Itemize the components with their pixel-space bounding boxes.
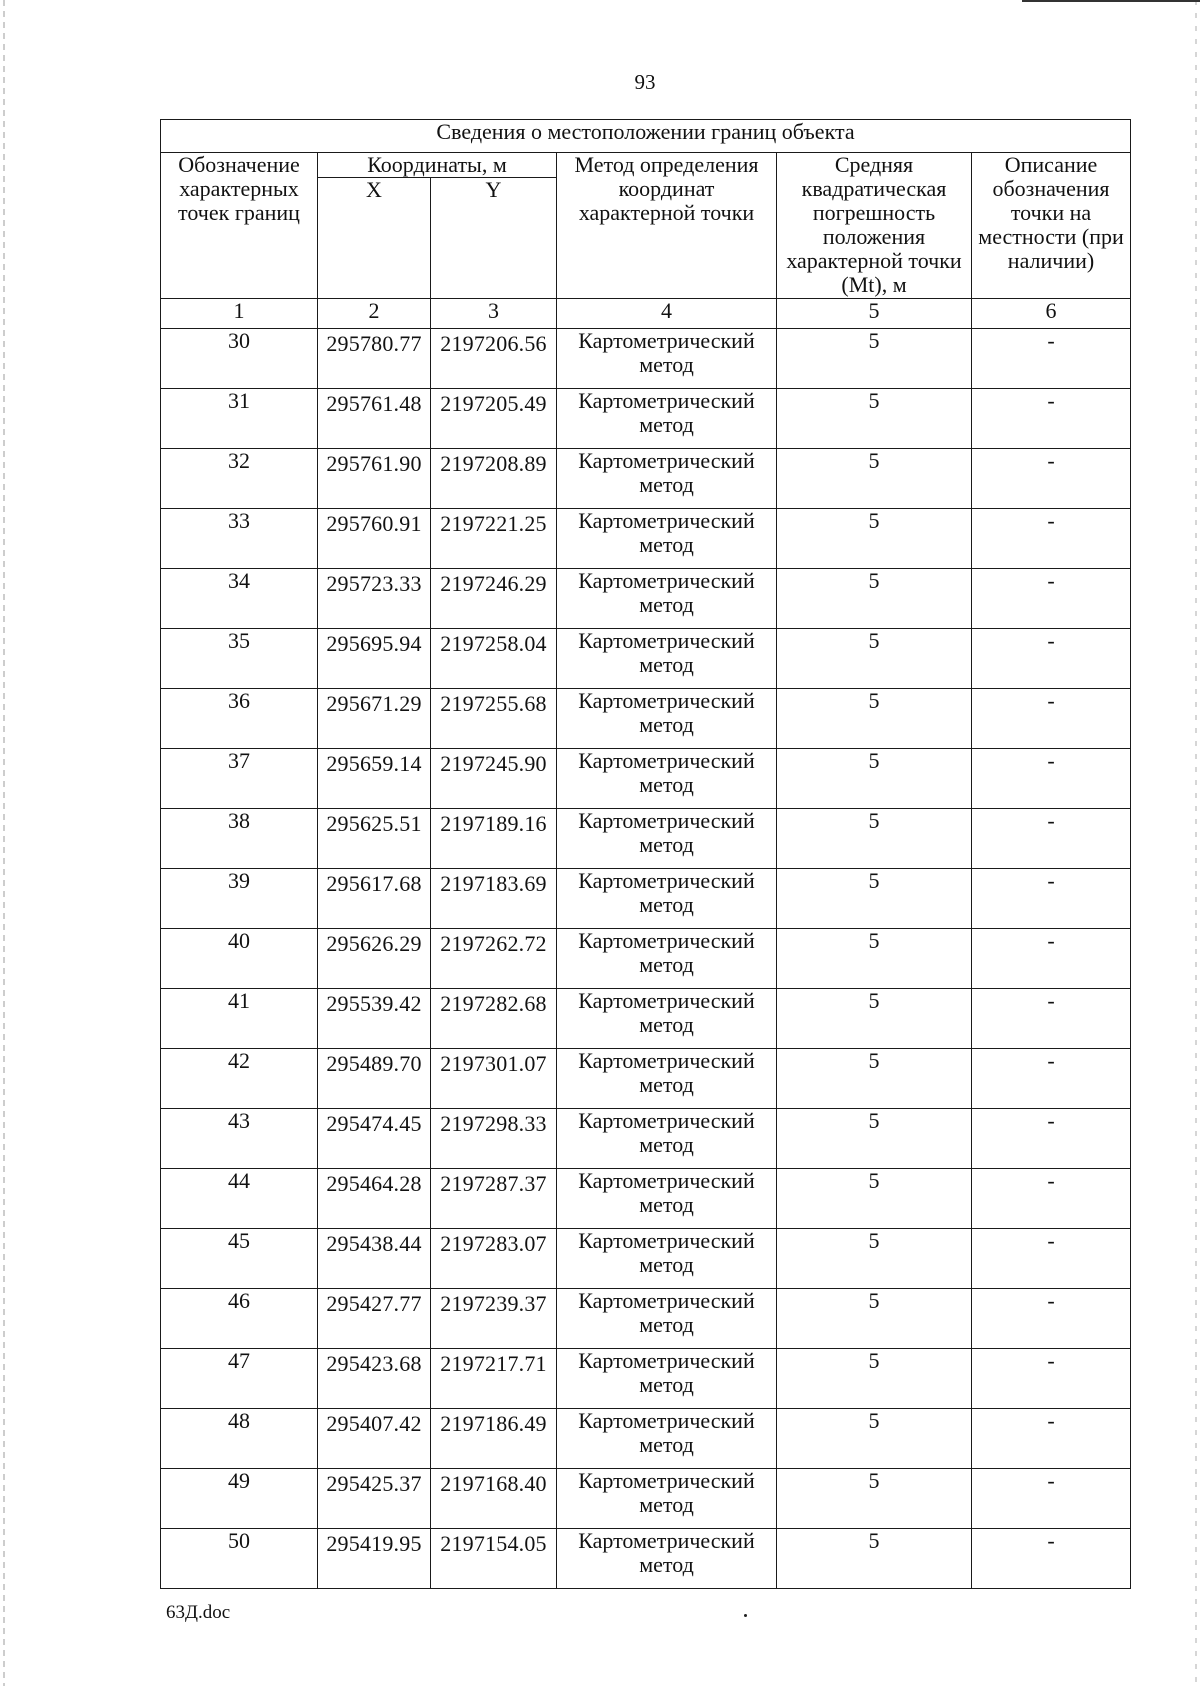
point-cell: 48 — [161, 1409, 318, 1469]
description-cell: - — [972, 1529, 1131, 1589]
method-cell: Картометрический метод — [557, 1289, 777, 1349]
error-cell: 5 — [777, 1229, 972, 1289]
error-cell: 5 — [777, 1529, 972, 1589]
header-row-1 — [161, 153, 1131, 178]
method-cell: Картометрический метод — [557, 449, 777, 509]
x-coordinate-cell: 295407.42 — [318, 1409, 431, 1469]
header-coordinates: Координаты, м — [318, 153, 557, 178]
point-cell: 42 — [161, 1049, 318, 1109]
error-cell: 5 — [777, 509, 972, 569]
point-cell: 46 — [161, 1289, 318, 1349]
y-coordinate-cell: 2197206.56 — [431, 329, 557, 389]
y-coordinate-cell: 2197208.89 — [431, 449, 557, 509]
table-row — [161, 1109, 1131, 1169]
error-cell: 5 — [777, 1349, 972, 1409]
header-method: Метод определения координат характерной точки — [557, 153, 777, 299]
column-number: 3 — [431, 299, 557, 329]
error-cell: 5 — [777, 809, 972, 869]
description-cell: - — [972, 1109, 1131, 1169]
method-cell: Картометрический метод — [557, 1169, 777, 1229]
header-x: X — [318, 178, 431, 299]
method-cell: Картометрический метод — [557, 1049, 777, 1109]
column-number: 4 — [557, 299, 777, 329]
x-coordinate-cell: 295780.77 — [318, 329, 431, 389]
description-cell: - — [972, 809, 1131, 869]
table-row — [161, 1529, 1131, 1589]
method-cell: Картометрический метод — [557, 569, 777, 629]
y-coordinate-cell: 2197246.29 — [431, 569, 557, 629]
method-cell: Картометрический метод — [557, 1469, 777, 1529]
error-cell: 5 — [777, 929, 972, 989]
method-cell: Картометрический метод — [557, 1109, 777, 1169]
table-row — [161, 509, 1131, 569]
method-cell: Картометрический метод — [557, 929, 777, 989]
point-cell: 37 — [161, 749, 318, 809]
description-cell: - — [972, 749, 1131, 809]
point-cell: 44 — [161, 1169, 318, 1229]
error-cell: 5 — [777, 1169, 972, 1229]
error-cell: 5 — [777, 989, 972, 1049]
error-cell: 5 — [777, 389, 972, 449]
description-cell: - — [972, 569, 1131, 629]
table-row — [161, 689, 1131, 749]
table-row — [161, 629, 1131, 689]
x-coordinate-cell: 295474.45 — [318, 1109, 431, 1169]
table-row — [161, 1409, 1131, 1469]
description-cell: - — [972, 1349, 1131, 1409]
column-number: 1 — [161, 299, 318, 329]
table-row — [161, 869, 1131, 929]
boundary-coordinates-table — [160, 119, 1131, 1589]
column-number: 5 — [777, 299, 972, 329]
x-coordinate-cell: 295760.91 — [318, 509, 431, 569]
error-cell: 5 — [777, 689, 972, 749]
column-number: 6 — [972, 299, 1131, 329]
description-cell: - — [972, 929, 1131, 989]
method-cell: Картометрический метод — [557, 989, 777, 1049]
method-cell: Картометрический метод — [557, 1349, 777, 1409]
table-row — [161, 1289, 1131, 1349]
table-row — [161, 329, 1131, 389]
point-cell: 32 — [161, 449, 318, 509]
x-coordinate-cell: 295723.33 — [318, 569, 431, 629]
table-row — [161, 929, 1131, 989]
point-cell: 47 — [161, 1349, 318, 1409]
method-cell: Картометрический метод — [557, 389, 777, 449]
point-cell: 33 — [161, 509, 318, 569]
table-row — [161, 449, 1131, 509]
description-cell: - — [972, 1049, 1131, 1109]
method-cell: Картометрический метод — [557, 869, 777, 929]
table-caption: Сведения о местоположении границ объекта — [161, 120, 1131, 153]
method-cell: Картометрический метод — [557, 1409, 777, 1469]
description-cell: - — [972, 1229, 1131, 1289]
description-cell: - — [972, 1469, 1131, 1529]
page-number: 93 — [634, 70, 656, 94]
scan-left-edge — [3, 0, 5, 1686]
method-cell: Картометрический метод — [557, 509, 777, 569]
table-row — [161, 569, 1131, 629]
table-row — [161, 1049, 1131, 1109]
table-caption-row — [161, 120, 1131, 153]
x-coordinate-cell: 295626.29 — [318, 929, 431, 989]
x-coordinate-cell: 295438.44 — [318, 1229, 431, 1289]
error-cell: 5 — [777, 329, 972, 389]
point-cell: 30 — [161, 329, 318, 389]
table-row — [161, 749, 1131, 809]
x-coordinate-cell: 295761.48 — [318, 389, 431, 449]
x-coordinate-cell: 295671.29 — [318, 689, 431, 749]
x-coordinate-cell: 295464.28 — [318, 1169, 431, 1229]
y-coordinate-cell: 2197255.68 — [431, 689, 557, 749]
table-row — [161, 809, 1131, 869]
header-y: Y — [431, 178, 557, 299]
table-row — [161, 1469, 1131, 1529]
error-cell: 5 — [777, 569, 972, 629]
x-coordinate-cell: 295617.68 — [318, 869, 431, 929]
point-cell: 43 — [161, 1109, 318, 1169]
x-coordinate-cell: 295489.70 — [318, 1049, 431, 1109]
method-cell: Картометрический метод — [557, 689, 777, 749]
x-coordinate-cell: 295419.95 — [318, 1529, 431, 1589]
error-cell: 5 — [777, 629, 972, 689]
error-cell: 5 — [777, 449, 972, 509]
description-cell: - — [972, 509, 1131, 569]
description-cell: - — [972, 1409, 1131, 1469]
error-cell: 5 — [777, 1469, 972, 1529]
x-coordinate-cell: 295539.42 — [318, 989, 431, 1049]
method-cell: Картометрический метод — [557, 629, 777, 689]
description-cell: - — [972, 1169, 1131, 1229]
y-coordinate-cell: 2197283.07 — [431, 1229, 557, 1289]
point-cell: 39 — [161, 869, 318, 929]
point-cell: 36 — [161, 689, 318, 749]
point-cell: 31 — [161, 389, 318, 449]
error-cell: 5 — [777, 869, 972, 929]
y-coordinate-cell: 2197186.49 — [431, 1409, 557, 1469]
error-cell: 5 — [777, 1109, 972, 1169]
scan-right-edge — [1195, 0, 1197, 1686]
table-row — [161, 1169, 1131, 1229]
column-number-row — [161, 299, 1131, 329]
point-cell: 41 — [161, 989, 318, 1049]
point-cell: 38 — [161, 809, 318, 869]
table-row — [161, 1229, 1131, 1289]
point-cell: 49 — [161, 1469, 318, 1529]
method-cell: Картометрический метод — [557, 1529, 777, 1589]
y-coordinate-cell: 2197239.37 — [431, 1289, 557, 1349]
x-coordinate-cell: 295695.94 — [318, 629, 431, 689]
x-coordinate-cell: 295423.68 — [318, 1349, 431, 1409]
description-cell: - — [972, 629, 1131, 689]
header-designation: Обозначение характерных точек границ — [161, 153, 318, 299]
y-coordinate-cell: 2197282.68 — [431, 989, 557, 1049]
y-coordinate-cell: 2197183.69 — [431, 869, 557, 929]
column-number: 2 — [318, 299, 431, 329]
error-cell: 5 — [777, 1409, 972, 1469]
error-cell: 5 — [777, 1289, 972, 1349]
y-coordinate-cell: 2197258.04 — [431, 629, 557, 689]
method-cell: Картометрический метод — [557, 749, 777, 809]
footer-doc-name: 63Д.doc — [166, 1602, 231, 1623]
y-coordinate-cell: 2197287.37 — [431, 1169, 557, 1229]
x-coordinate-cell: 295427.77 — [318, 1289, 431, 1349]
description-cell: - — [972, 1289, 1131, 1349]
x-coordinate-cell: 295761.90 — [318, 449, 431, 509]
header-description: Описание обозначения точки на местности (при наличии) — [972, 153, 1131, 299]
method-cell: Картометрический метод — [557, 329, 777, 389]
point-cell: 34 — [161, 569, 318, 629]
table-row — [161, 389, 1131, 449]
table-row — [161, 989, 1131, 1049]
header-error: Средняя квадратическая погрешность положения характерной точки (Mt), м — [777, 153, 972, 299]
x-coordinate-cell: 295425.37 — [318, 1469, 431, 1529]
table-row — [161, 1349, 1131, 1409]
y-coordinate-cell: 2197245.90 — [431, 749, 557, 809]
y-coordinate-cell: 2197262.72 — [431, 929, 557, 989]
y-coordinate-cell: 2197301.07 — [431, 1049, 557, 1109]
method-cell: Картометрический метод — [557, 809, 777, 869]
footer-dot — [744, 1614, 747, 1617]
error-cell: 5 — [777, 1049, 972, 1109]
point-cell: 50 — [161, 1529, 318, 1589]
y-coordinate-cell: 2197221.25 — [431, 509, 557, 569]
y-coordinate-cell: 2197205.49 — [431, 389, 557, 449]
point-cell: 35 — [161, 629, 318, 689]
y-coordinate-cell: 2197298.33 — [431, 1109, 557, 1169]
y-coordinate-cell: 2197168.40 — [431, 1469, 557, 1529]
y-coordinate-cell: 2197189.16 — [431, 809, 557, 869]
x-coordinate-cell: 295625.51 — [318, 809, 431, 869]
description-cell: - — [972, 869, 1131, 929]
method-cell: Картометрический метод — [557, 1229, 777, 1289]
y-coordinate-cell: 2197217.71 — [431, 1349, 557, 1409]
error-cell: 5 — [777, 749, 972, 809]
top-rule — [1022, 0, 1200, 2]
y-coordinate-cell: 2197154.05 — [431, 1529, 557, 1589]
description-cell: - — [972, 329, 1131, 389]
description-cell: - — [972, 449, 1131, 509]
description-cell: - — [972, 689, 1131, 749]
point-cell: 45 — [161, 1229, 318, 1289]
point-cell: 40 — [161, 929, 318, 989]
x-coordinate-cell: 295659.14 — [318, 749, 431, 809]
description-cell: - — [972, 389, 1131, 449]
description-cell: - — [972, 989, 1131, 1049]
